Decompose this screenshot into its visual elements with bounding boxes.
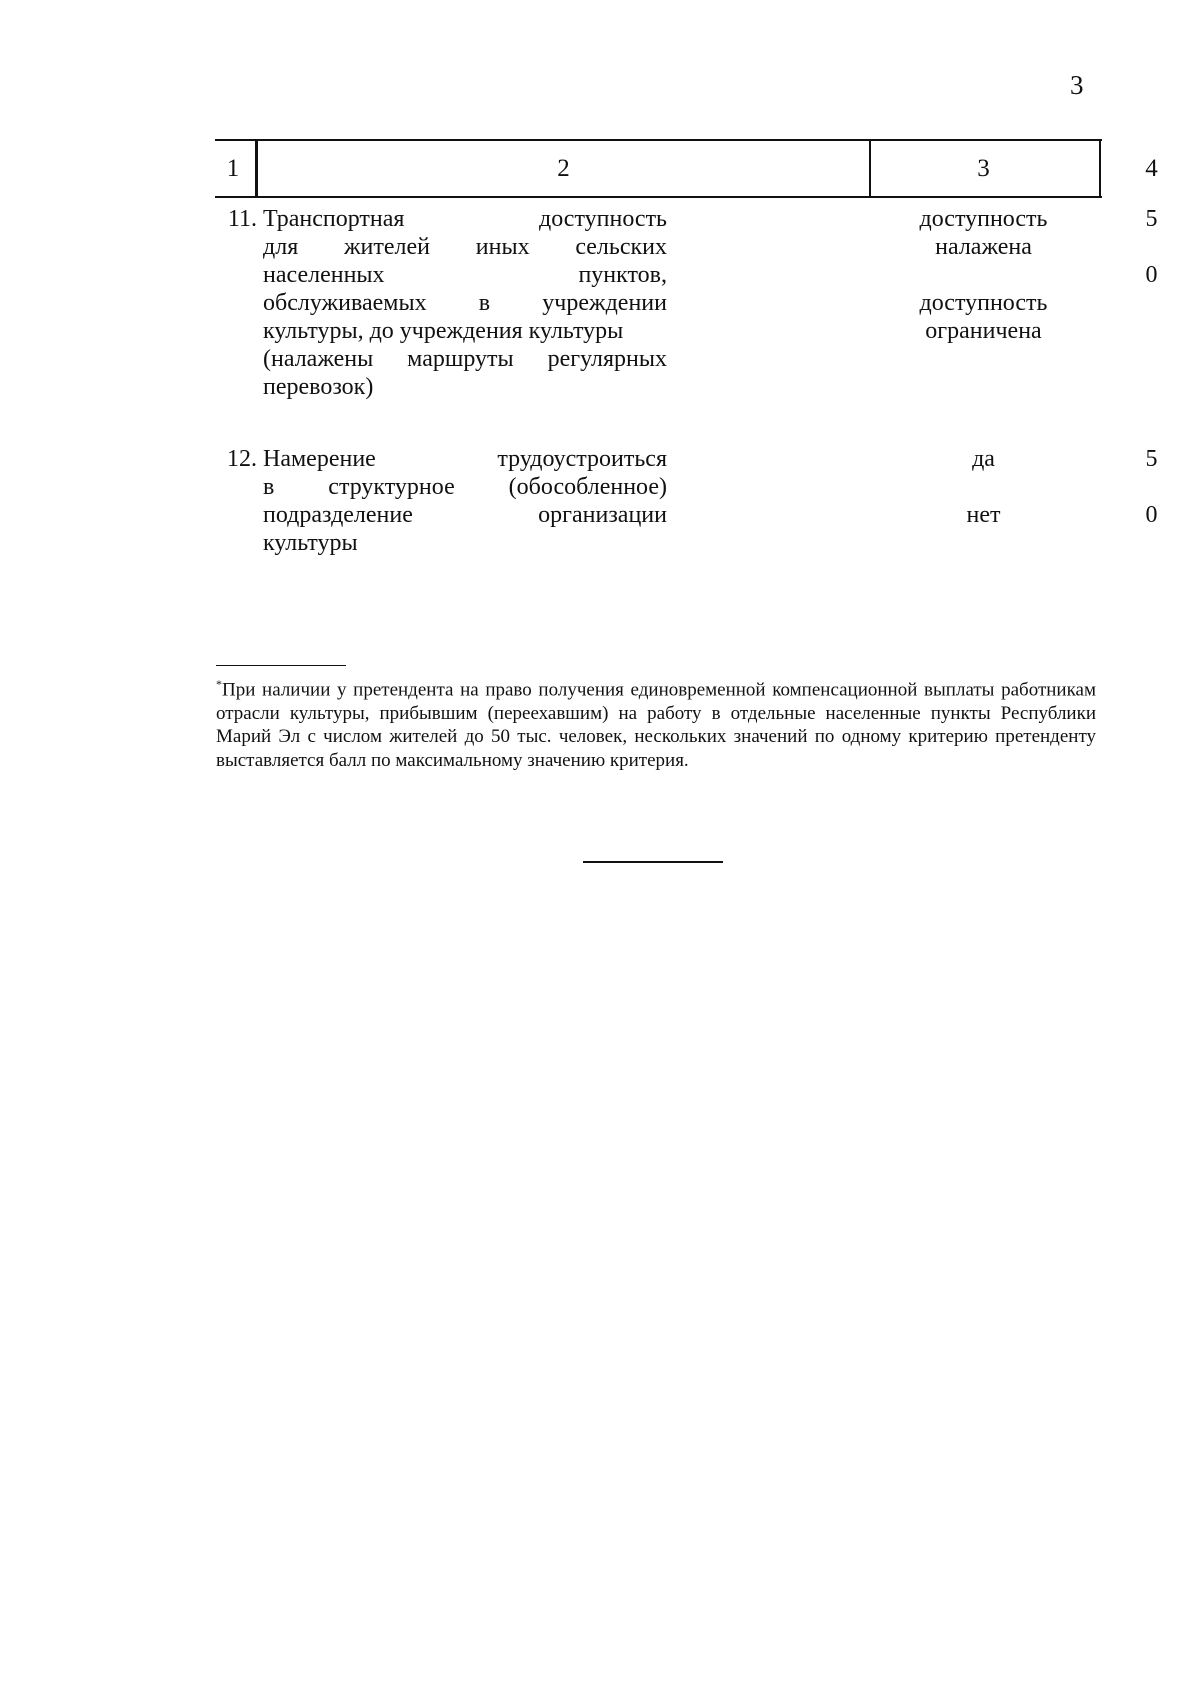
description-line: населенных пунктов, (263, 262, 667, 288)
description-line: (налажены маршруты регулярных (263, 346, 667, 372)
value-line: да (972, 446, 995, 472)
criterion-points: 0 (1145, 502, 1158, 528)
header-cell-4: 4 (1145, 154, 1158, 182)
description-line: для жителей иных сельских (263, 234, 667, 260)
criterion-points: 5 (1145, 446, 1158, 472)
description-line: Транспортная доступность (263, 206, 667, 232)
description-line: в структурное (обособленное) (263, 474, 667, 500)
description-line: культуры, до учреждения культуры (263, 318, 624, 344)
criterion-value (868, 289, 1099, 345)
description-line: обслуживаемых в учреждении (263, 290, 667, 316)
criterion-points: 5 (1145, 206, 1158, 232)
criterion-value (868, 205, 1099, 261)
table-header (215, 139, 1158, 198)
header-cell-2: 2 (257, 141, 871, 196)
value-line: доступность (919, 206, 1048, 232)
end-divider (583, 861, 723, 863)
header-cell-3: 3 (868, 141, 1101, 196)
page-number: 3 (1070, 70, 1084, 100)
footnote (216, 673, 1096, 772)
footnote-text: При наличии у претендента на право получения единовременной компенсационной выплаты работникам отрасли культуры, прибывшим (переехавшим) на работу в отдельные населенные пункты Республики Марий Эл с числом жителей до 50 тыс. человек, нескольких значений по одному критерию претенденту выставляется балл по максимальному значению критерия. (216, 679, 1096, 771)
table-row (215, 445, 1158, 565)
criterion-description (263, 445, 667, 557)
description-line: культуры (263, 530, 358, 556)
criterion-points: 0 (1145, 262, 1158, 288)
value-line: доступность (919, 290, 1048, 316)
criterion-description (263, 205, 667, 401)
description-line: перевозок) (263, 374, 374, 400)
footnote-marker: * (216, 677, 222, 691)
footnote-divider (216, 665, 346, 666)
value-line: ограничена (925, 318, 1042, 344)
row-number: 12. (227, 446, 257, 472)
value-line: налажена (935, 234, 1032, 260)
description-line: Намерение трудоустроиться (263, 446, 667, 472)
row-number: 11. (227, 206, 257, 232)
value-line: нет (966, 502, 1001, 528)
description-line: подразделение организации (263, 502, 667, 528)
criterion-value (868, 501, 1099, 529)
criterion-value (868, 445, 1099, 473)
table-row (215, 205, 1158, 405)
header-cell-1: 1 (215, 141, 257, 196)
